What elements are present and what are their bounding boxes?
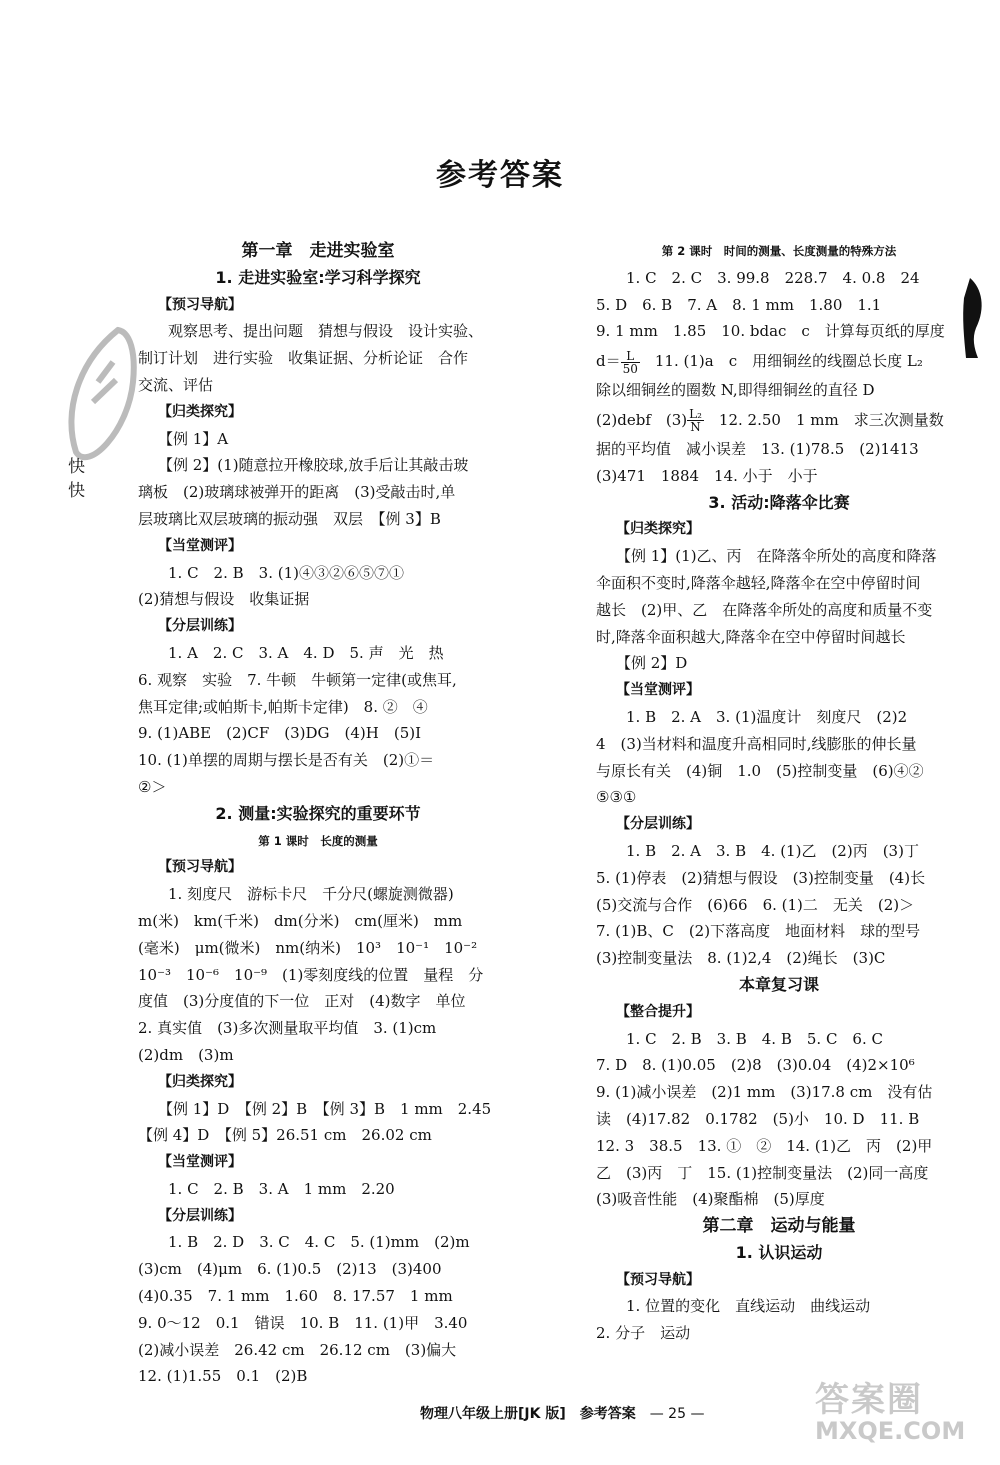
answer-line: 交流、评估 [138,375,214,394]
section-title: 3. 活动:降落伞比赛 [708,492,850,512]
answer-line: (3)吸音性能 (4)聚酯棉 (5)厚度 [596,1190,825,1209]
answer-line: (5)交流与合作 (6)66 6. (1)二 无关 (2)＞ [596,895,915,914]
answer-line: 据的平均值 减小误差 13. (1)78.5 (2)1413 [596,439,919,458]
answer-line: 【例 1】(1)乙、丙 在降落伞所处的高度和降落 [616,547,937,566]
section-label: 【当堂测评】 [616,682,700,699]
answer-line: 【例 1】A [158,429,229,448]
answer-line: (3)控制变量法 8. (1)2,4 (2)绳长 (3)C [596,949,886,968]
stamp-mark-icon [58,322,138,472]
answer-line: 【例 1】D 【例 2】B 【例 3】B 1 mm 2.45 [158,1099,492,1118]
chapter-title: 第一章 走进实验室 [241,241,395,261]
answer-line: 乙 (3)丙 丁 15. (1)控制变量法 (2)同一高度 [596,1163,929,1182]
answer-line: 读 (4)17.82 0.1782 (5)小 10. D 11. B [596,1109,920,1128]
section-title: 1. 走进实验室:学习科学探究 [215,267,421,287]
answer-line: 与原长有关 (4)铜 1.0 (5)控制变量 (6)④② [596,761,924,780]
fraction [621,350,640,375]
answer-line: 1. B 2. D 3. C 4. C 5. (1)mm (2)m [168,1233,470,1252]
answer-line: 2. 真实值 (3)多次测量取平均值 3. (1)cm [138,1019,437,1038]
answer-line: 制订计划 进行实验 收集证据、分析论证 合作 [138,349,469,368]
answer-line: 7. D 8. (1)0.05 (2)8 (3)0.04 (4)2×10⁶ [596,1056,915,1075]
formula-lhs: d＝ [596,352,621,371]
lesson-title: 第 2 课时 时间的测量、长度测量的特殊方法 [661,244,897,258]
answer-line: ②＞ [138,777,167,796]
formula-prefix: (2)debf (3) [596,410,688,429]
answer-line: 观察思考、提出问题 猜想与假设 设计实验、 [168,322,484,341]
section-label: 【整合提升】 [616,1003,700,1020]
page-footer [420,1403,704,1423]
answer-line: 9. 1 mm 1.85 10. bdac c 计算每页纸的厚度 [596,322,945,341]
answer-line: ⑤③① [596,788,637,807]
answer-line: 层玻璃比双层玻璃的振动强 双层 【例 3】B [138,509,441,528]
answer-line: 度值 (3)分度值的下一位 正对 (4)数字 单位 [138,992,466,1011]
section-label: 【分层训练】 [616,816,700,833]
answer-line: 1. C 2. B 3. B 4. B 5. C 6. C [626,1029,883,1048]
watermark-url: MXQE.COM [815,1417,966,1445]
bookmark-icon [962,278,986,358]
answer-line: 1. B 2. A 3. B 4. (1)乙 (2)丙 (3)丁 [626,841,919,860]
answer-line: 【例 2】(1)随意拉开橡胶球,放手后让其敲击玻 [158,456,469,475]
fraction [687,408,704,433]
answer-line: (毫米) μm(微米) nm(纳米) 10³ 10⁻¹ 10⁻² [138,938,478,957]
section-label: 【分层训练】 [158,1207,242,1224]
left-column [138,238,498,1390]
answer-line: 10⁻³ 10⁻⁶ 10⁻⁹ (1)零刻度线的位置 量程 分 [138,965,484,984]
section-label: 【分层训练】 [158,618,242,635]
answer-line: 除以细铜丝的圈数 N,即得细铜丝的直径 D [596,381,875,400]
formula-line [596,404,962,436]
section-label: 【当堂测评】 [158,1154,242,1171]
answer-line: (4)0.35 7. 1 mm 1.60 8. 17.57 1 mm [138,1287,453,1306]
watermark-logo-text: 答案圈 [815,1380,923,1420]
answer-line: (2)猜想与假设 收集证据 [138,590,310,609]
section-label: 【归类探究】 [616,521,700,538]
fraction-numerator: L [621,350,640,363]
side-char: 快 [68,457,85,477]
section-label: 【当堂测评】 [158,537,242,554]
answer-line: 9. (1)ABE (2)CF (3)DG (4)H (5)I [138,724,422,743]
answer-line: 1. 刻度尺 游标卡尺 千分尺(螺旋测微器) [168,885,454,904]
section-label: 【归类探究】 [158,1073,242,1090]
answer-line: (2)减小误差 26.42 cm 26.12 cm (3)偏大 [138,1340,457,1359]
fraction-denominator: N [690,420,701,435]
answer-line: 1. B 2. A 3. (1)温度计 刻度尺 (2)2 [626,707,908,726]
answer-line: 1. C 2. B 3. (1)④③②⑥⑤⑦① [168,563,404,582]
answer-line: 6. 观察 实验 7. 牛顿 牛顿第一定律(或焦耳, [138,670,457,689]
answer-line: 【例 4】D 【例 5】26.51 cm 26.02 cm [138,1126,432,1145]
answer-line: 【例 2】D [616,654,688,673]
formula-rest: 12. 2.50 1 mm 求三次测量数 [703,410,944,429]
answer-line: 1. A 2. C 3. A 4. D 5. 声 光 热 [168,643,444,662]
side-char: 快 [68,481,85,501]
page-number: — 25 — [649,1406,705,1422]
section-title: 本章复习课 [738,974,819,994]
section-label: 【归类探究】 [158,403,242,420]
footer-section: 参考答案 [579,1406,636,1422]
page-title: 参考答案 [436,158,564,193]
answer-line: 9. 0～12 0.1 错误 10. B 11. (1)甲 3.40 [138,1313,468,1332]
answer-line: 9. (1)减小误差 (2)1 mm (3)17.8 cm 没有估 [596,1083,933,1102]
footer-book: 物理八年级上册[JK 版] [420,1406,566,1422]
lesson-title: 第 1 课时 长度的测量 [258,833,378,848]
answer-line: 2. 分子 运动 [596,1324,691,1343]
answer-line: 5. (1)停表 (2)猜想与假设 (3)控制变量 (4)长 [596,868,926,887]
watermark [815,1372,965,1445]
answer-line: 4 (3)当材料和温度升高相同时,线膨胀的伸长量 [596,734,917,753]
fraction-numerator: L₂ [689,407,702,422]
answer-line: 5. D 6. B 7. A 8. 1 mm 1.80 1.1 [596,295,882,314]
formula-line [596,345,962,377]
answer-line: 1. C 2. C 3. 99.8 228.7 4. 0.8 24 [626,268,920,287]
chapter-title: 第二章 运动与能量 [702,1216,856,1237]
answer-line: 10. (1)单摆的周期与摆长是否有关 (2)①＝ [138,751,435,770]
answer-line: 伞面积不变时,降落伞越轻,降落伞在空中停留时间 [596,573,921,592]
answer-line: 越长 (2)甲、乙 在降落伞所处的高度和质量不变 [596,600,933,619]
answer-line: (2)dm (3)m [138,1045,234,1064]
section-label: 【预习导航】 [616,1271,700,1288]
answer-line: 1. C 2. B 3. A 1 mm 2.20 [168,1179,395,1198]
answer-line: (3)471 1884 14. 小于 小于 [596,466,818,485]
formula-rest: 11. (1)a c 用细铜丝的线圈总长度 L₂ [639,352,923,371]
section-title: 2. 测量:实验探究的重要环节 [215,803,421,823]
answer-line: 7. (1)B、C (2)下落高度 地面材料 球的型号 [596,922,921,941]
answer-line: 璃板 (2)玻璃球被弹开的距离 (3)受敲击时,单 [138,483,456,502]
answer-line: 1. 位置的变化 直线运动 曲线运动 [626,1297,871,1316]
answer-line: (3)cm (4)μm 6. (1)0.5 (2)13 (3)400 [138,1260,442,1279]
section-title: 1. 认识运动 [735,1242,823,1262]
answer-line: 时,降落伞面积越大,降落伞在空中停留时间越长 [596,627,906,646]
answer-line: m(米) km(千米) dm(分米) cm(厘米) mm [138,911,463,930]
fraction-denominator: 50 [622,361,638,376]
answer-line: 12. 3 38.5 13. ① ② 14. (1)乙 丙 (2)甲 [596,1136,933,1155]
answer-line: 焦耳定律;或帕斯卡,帕斯卡定律) 8. ② ④ [138,697,428,716]
section-label: 【预习导航】 [158,296,242,313]
section-label: 【预习导航】 [158,859,242,876]
right-column [596,238,962,1347]
answer-line: 12. (1)1.55 0.1 (2)B [138,1367,308,1386]
